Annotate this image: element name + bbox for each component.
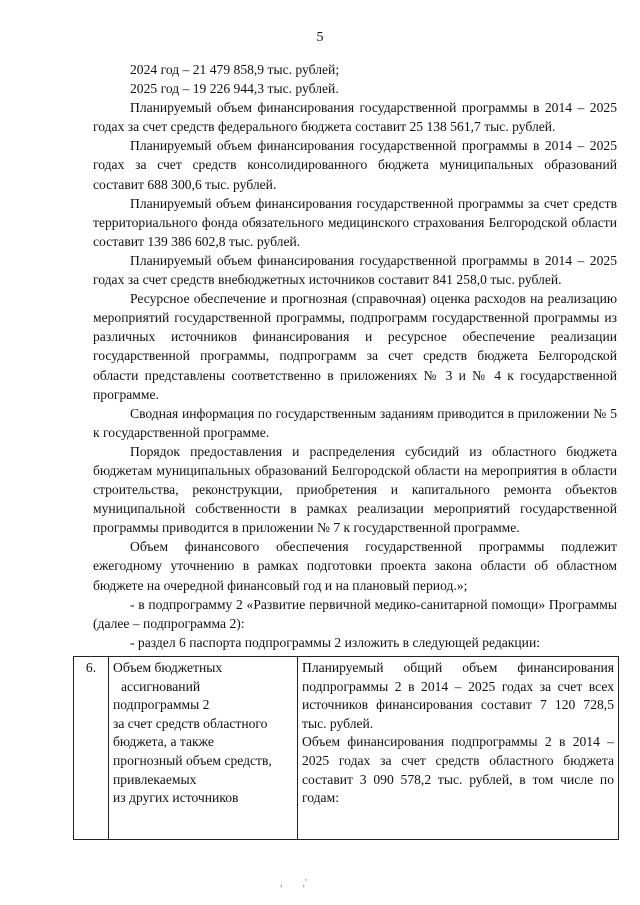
left-line: прогнозный объем средств, <box>113 752 272 768</box>
paragraph-section-6: - раздел 6 паспорта подпрограммы 2 изложить в следующей редакции: <box>130 634 541 650</box>
funding-value-cell <box>298 657 619 840</box>
paragraph-resource-provision: Ресурсное обеспечение и прогнозная (справочная) оценка расходов на реализацию мероприятий государственной программы, подпрограмм государственной программы из различных источников финансирования и ресурсное обеспечение реализации государственной программы, подпрограмм за счет средств бюджета Белгородской области представлены соответственно в приложениях № 3 и № 4 к государственной программе. <box>93 291 617 402</box>
scan-marks: , ,' <box>280 878 307 889</box>
left-line: бюджета, а также <box>113 734 214 750</box>
paragraph-municipal-budget: Планируемый объем финансирования государственной программы в 2014 – 2025 годах за счет средств консолидированного бюджета муниципальных образований составит 688 300,6 тыс. рублей. <box>93 138 617 192</box>
left-line: привлекаемых <box>113 771 197 787</box>
funding-total-text: Планируемый общий объем финансирования подпрограммы 2 в 2014 – 2025 годах за счет всех источников финансирования составит 7 120 728,5 тыс. рублей. <box>302 660 614 731</box>
paragraph-2025: 2025 год – 19 226 944,3 тыс. рублей. <box>130 81 339 97</box>
left-line: подпрограммы 2 <box>113 697 210 713</box>
funding-label-cell <box>109 657 298 840</box>
paragraph-state-assignments: Сводная информация по государственным заданиям приводится в приложении № 5 к государственной программе. <box>93 405 617 440</box>
page-number: 5 <box>316 30 324 45</box>
paragraph-2024: 2024 год – 21 479 858,9 тыс. рублей; <box>130 62 340 77</box>
row-number: 6. <box>74 657 109 840</box>
left-line: из других источников <box>113 790 239 806</box>
left-line: за счет средств областного <box>113 715 268 731</box>
paragraph-federal-budget: Планируемый объем финансирования государственной программы в 2014 – 2025 годах за счет средств федерального бюджета составит 25 138 561,7 тыс. рублей. <box>93 100 617 135</box>
paragraph-medical-insurance-fund: Планируемый объем финансирования государственной программы за счет средств территориального фонда обязательного медицинского страхования Белгородской области составит 139 386 602,8 тыс. рублей. <box>93 195 617 249</box>
paragraph-annual-refinement: Объем финансового обеспечения государственной программы подлежит ежегодному уточнению в рамках подготовки проекта закона области об областном бюджете на очередной финансовый год и на плановый период.»; <box>93 539 617 593</box>
passport-table <box>73 656 619 840</box>
table-row <box>74 657 619 840</box>
paragraph-extrabudgetary: Планируемый объем финансирования государственной программы в 2014 – 2025 годах за счет средств внебюджетных источников составит 841 258,0 тыс. рублей. <box>93 252 617 288</box>
paragraph-subprogram-2: - в подпрограмму 2 «Развитие первичной медико-санитарной помощи» Программы (далее – подпрограмма 2): <box>93 596 617 631</box>
left-line: ассигнований <box>121 678 201 694</box>
funding-regional-text: Объем финансирования подпрограммы 2 в 2014 – 2025 годах за счет средств областного бюджета составит 3 090 578,2 тыс. рублей, в том числе по годам: <box>302 734 614 806</box>
document-body <box>93 60 617 652</box>
left-line: Объем бюджетных <box>113 660 223 675</box>
paragraph-subsidies: Порядок предоставления и распределения субсидий из областного бюджета бюджетам муниципальных образований Белгородской области на мероприятия в области строительства, реконструкции, приобретения и капитального ремонта объектов муниципальной собственности в рамках реализации мероприятий государственной программы приводится в приложении № 7 к государственной программе. <box>93 443 617 536</box>
